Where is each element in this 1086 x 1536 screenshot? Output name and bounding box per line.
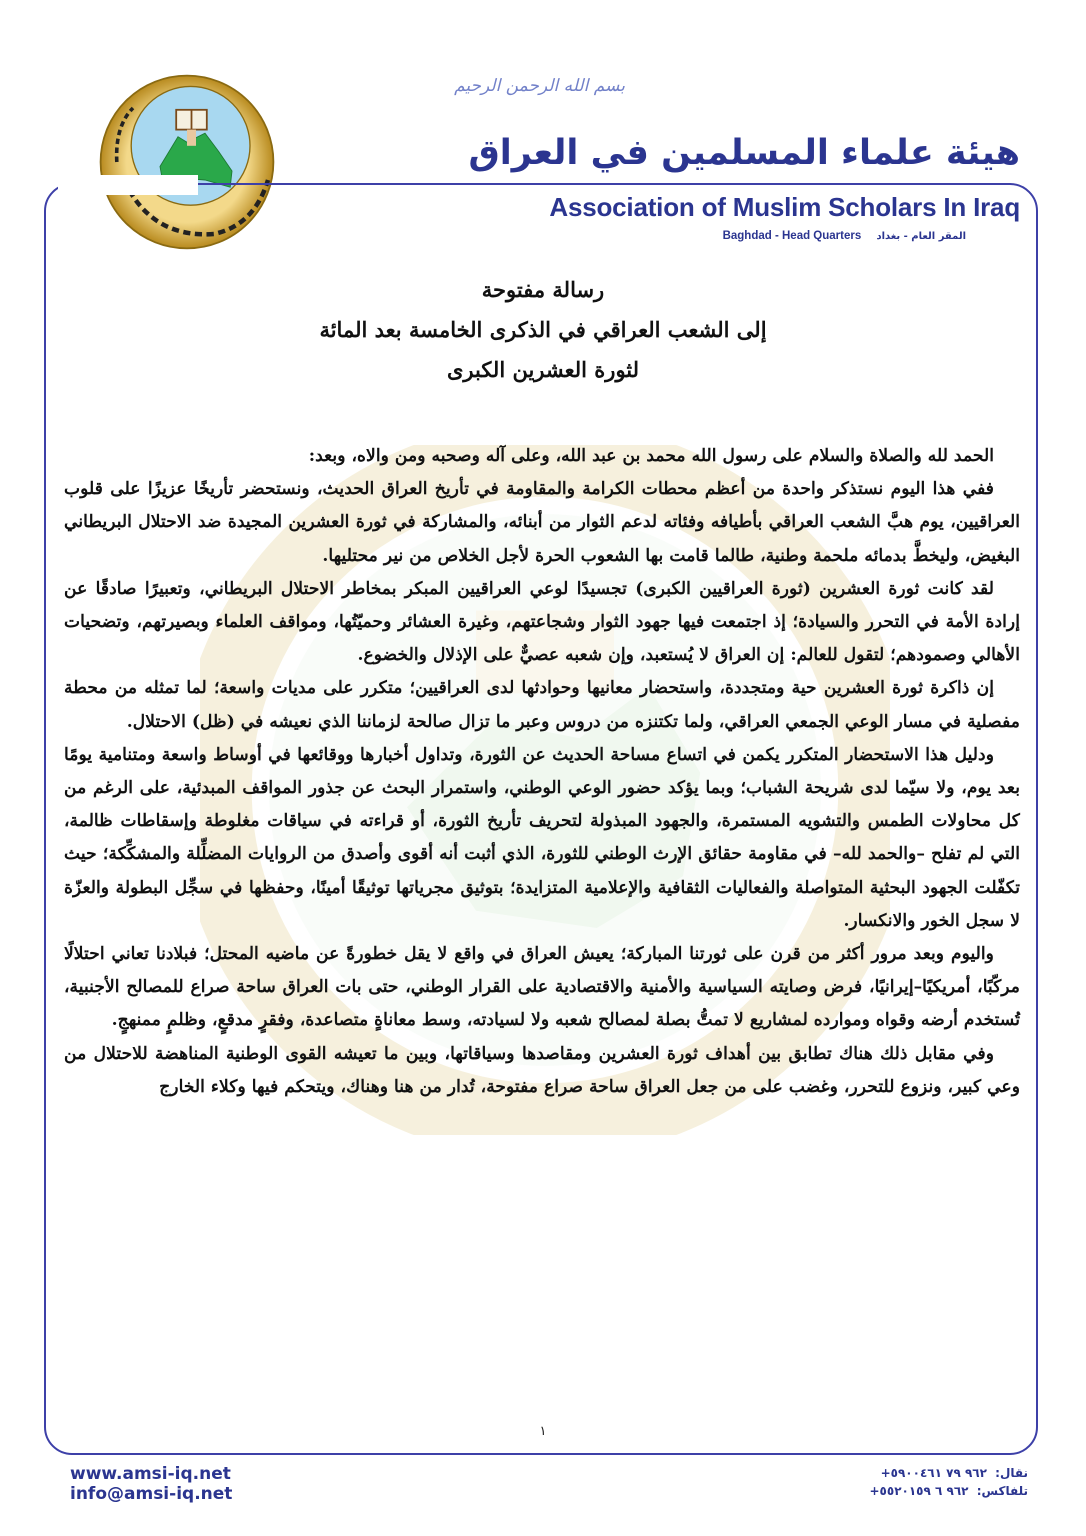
hq-english: Baghdad - Head Quarters	[722, 230, 862, 242]
headquarters-line	[723, 228, 966, 245]
paragraph: واليوم وبعد مرور أكثر من قرن على ثورتنا المباركة؛ يعيش العراق في واقع لا يقل خطورةً عن ماضيه المحتل؛ فبلادنا تعاني احتلالًا مركّبًا، أمريكيًا–إيرانيًا، فرض وصايته السياسية والأمنية والاقتصادية على القرار الوطني، حتى بات العراق ساحة صراع للمصالح الأجنبية، تُستخدم أرضه وقواه وموارده لمشاريع لا تمتُّ بصلة لمصالح شعبه ولا لسيادته، وسط معاناةٍ متصاعدة، وفقرٍ مدقعٍ، وظلمٍ ممنهجٍ.	[64, 944, 1020, 1031]
letter-titles	[0, 270, 1086, 390]
email-link[interactable]: info@amsi-iq.net	[70, 1484, 233, 1504]
page-number: ١	[539, 1424, 547, 1439]
hq-arabic: المقر العام - بغداد	[876, 231, 966, 242]
fax-label: تلفاكس:	[976, 1484, 1028, 1498]
frame-gap	[58, 175, 198, 195]
paragraph: وفي مقابل ذلك هناك تطابق بين أهداف ثورة العشرين ومقاصدها وسياقاتها، وبين ما تعيشه القوى الوطنية المناهضة للاحتلال من وعي كبير، ونزوع للتحرر، وغضب على من جعل العراق ساحة صراع مفتوحة، تُدار من هنا وهناك، ويتحكم فيها وكلاء الخارج	[64, 1043, 1020, 1097]
paragraph: لقد كانت ثورة العشرين (ثورة العراقيين الكبرى) تجسيدًا لوعي العراقيين المبكر بمخاطر الاحتلال البريطاني، وتعبيرًا صادقًا عن إرادة الأمة في التحرر والسيادة؛ إذ اجتمعت فيها جهود الثوار وشجاعتهم، وغيرة العشائر وحميّتُها، ومواقف العلماء وبصيرتهم، وتضحيات الأهالي وصمودهم؛ لتقول للعالم: إن العراق لا يُستعبد، وإن شعبه عصيٌّ على الإذلال والخضوع.	[64, 578, 1020, 666]
mobile-label: نقال:	[995, 1466, 1028, 1480]
organization-name-arabic: هيئة علماء المسلمين في العراق	[468, 133, 1020, 173]
title-occasion: لثورة العشرين الكبرى	[446, 357, 640, 382]
paragraph-opening: الحمد لله والصلاة والسلام على رسول الله محمد بن عبد الله، وعلى آله وصحبه ومن والاه، وبعد:	[308, 446, 994, 466]
letter-body	[64, 440, 1020, 1104]
title-recipient: إلى الشعب العراقي في الذكرى الخامسة بعد المائة	[319, 317, 767, 342]
paragraph: إن ذاكرة ثورة العشرين حية ومتجددة، واستحضار معانيها وحوادثها لدى العراقيين؛ متكرر على مديات واسعة؛ لما تمثله من محطة مفصلية في مسار الوعي الجمعي العراقي، ولما تكتنزه من دروس وعبر ما تزال صالحة لزماننا الذي نعيشه في (ظل) الاحتلال.	[64, 678, 1020, 732]
fax-number: +٩٦٢ ٦ ٥٥٢٠١٥٩	[869, 1484, 969, 1498]
paragraph: ففي هذا اليوم نستذكر واحدة من أعظم محطات الكرامة والمقاومة في تأريخ العراق الحديث، ونستحضر تأريخًا عزيزًا على قلوب العراقيين، يوم هبَّ الشعب العراقي بأطيافه وفئاته لدعم الثوار من أبنائه، والمشاركة في ثورة العشرين المجيدة ضد الاحتلال البريطاني البغيض، وليخطَّ بدمائه ملحمة وطنية، طالما قامت بها الشعوب الحرة لأجل الخلاص من نير محتليها.	[64, 479, 1020, 566]
bismillah: بسم الله الرحمن الرحيم	[454, 76, 625, 96]
mobile-number: +٩٦٢ ٧٩ ٥٩٠٠٤٦١	[880, 1466, 987, 1480]
paragraph: ودليل هذا الاستحضار المتكرر يكمن في اتساع مساحة الحديث عن الثورة، وتداول أخبارها ووقائعها في أوساط واسعة ومتنامية يومًا بعد يوم، ولا سيّما لدى شريحة الشباب؛ وبما يؤكد حضور الوعي الوطني، واستمرار البحث عن جذور المواقف المبدئية، على الرغم من كل محاولات الطمس والتشويه المستمرة، والجهود المبذولة لتحريف تأريخ الثورة، أو قراءته في سياقات مغلوطة وإسقاطات ظالمة، التي لم تفلح –والحمد لله– في مقاومة حقائق الإرث الوطني للثورة، الذي أثبت أنه أقوى وأصدق من الروايات المضلِّلة والمشكِّكة؛ حيث تكفّلت الجهود البحثية المتواصلة والفعاليات الثقافية والإعلامية المتزايدة؛ بتوثيق مجرياتها توثيقًا أمينًا، وحفظها في سجِّل البطولة والعزّة لا سجل الخور والانكسار.	[64, 744, 1020, 931]
mobile-line	[869, 1464, 1028, 1482]
footer-phone-contact	[869, 1464, 1028, 1500]
footer-web-contact	[70, 1464, 232, 1504]
organization-name-english: Association of Muslim Scholars In Iraq	[549, 192, 1020, 222]
website-link[interactable]: www.amsi-iq.net	[70, 1464, 231, 1484]
title-open-letter: رسالة مفتوحة	[481, 277, 605, 302]
fax-line	[869, 1482, 1028, 1500]
